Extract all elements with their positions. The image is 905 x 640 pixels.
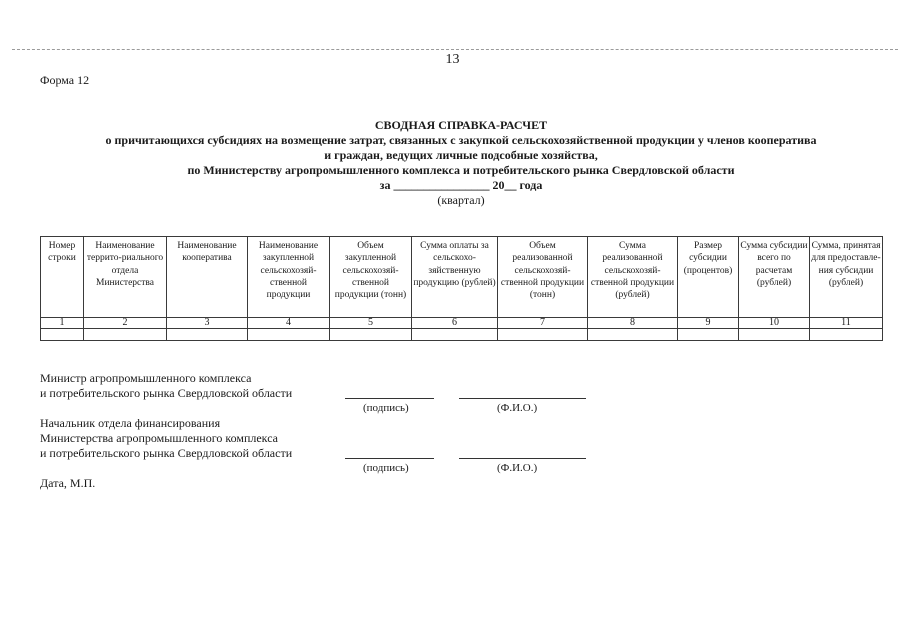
period-line: за ________________ 20__ года <box>379 178 543 192</box>
finance-head-name-caption: (Ф.И.О.) <box>497 462 538 474</box>
minister-signature-caption: (подпись) <box>363 402 409 414</box>
header-cell: Наименование кооператива <box>167 237 248 318</box>
table-header-row <box>41 237 883 318</box>
finance-head-title-line2: Министерства агропромышленного комплекса <box>40 431 279 445</box>
column-number-cell: 9 <box>678 318 739 329</box>
document-subtitle-line3: по Министерству агропромышленного комплекса и потребительского рынка Свердловской области <box>187 163 735 177</box>
empty-cell <box>248 329 330 341</box>
header-cell: Номер строки <box>41 237 84 318</box>
document-subtitle-line1: о причитающихся субсидиях на возмещение затрат, связанных с закупкой сельскохозяйственной продукции у членов кооператива <box>105 133 817 147</box>
minister-name-caption: (Ф.И.О.) <box>497 402 538 414</box>
empty-cell <box>810 329 883 341</box>
page-number: 13 <box>445 52 460 67</box>
header-cell: Сумма оплаты за сельскохо-зяйственную продукцию (рублей) <box>412 237 498 318</box>
header-cell: Наименование закупленной сельскохозяй-ственной продукции <box>248 237 330 318</box>
finance-head-signature-block <box>40 416 292 461</box>
empty-cell <box>167 329 248 341</box>
form-label: Форма 12 <box>40 73 90 87</box>
header-cell: Объем закупленной сельскохозяй-ственной продукции (тонн) <box>330 237 412 318</box>
header-cell: Наименование террито-риального отдела Министерства <box>84 237 167 318</box>
empty-cell <box>739 329 810 341</box>
column-number-cell: 3 <box>167 318 248 329</box>
header-cell: Сумма, принятая для предоставле-ния субсидии (рублей) <box>810 237 883 318</box>
empty-cell <box>330 329 412 341</box>
minister-name-line <box>459 398 586 399</box>
column-number-cell: 10 <box>739 318 810 329</box>
empty-cell <box>588 329 678 341</box>
column-number-cell: 2 <box>84 318 167 329</box>
finance-head-signature-line <box>345 458 434 459</box>
document-title: СВОДНАЯ СПРАВКА-РАСЧЕТ <box>374 118 548 132</box>
page-top-rule <box>12 49 898 50</box>
date-stamp-label: Дата, М.П. <box>40 476 96 490</box>
table-row <box>41 329 883 341</box>
empty-cell <box>41 329 84 341</box>
empty-cell <box>678 329 739 341</box>
finance-head-name-line <box>459 458 586 459</box>
minister-signature-line <box>345 398 434 399</box>
column-number-cell: 7 <box>498 318 588 329</box>
column-number-cell: 4 <box>248 318 330 329</box>
minister-signature-block <box>40 371 292 401</box>
header-cell: Сумма реализованной сельскохозяй-ственной продукции (рублей) <box>588 237 678 318</box>
column-number-cell: 6 <box>412 318 498 329</box>
quarter-note: (квартал) <box>437 193 485 207</box>
column-number-row <box>41 318 883 329</box>
subsidy-table <box>40 236 883 341</box>
document-subtitle-line2: и граждан, ведущих личные подсобные хозяйства, <box>324 148 598 162</box>
column-number-cell: 8 <box>588 318 678 329</box>
minister-title-line1: Министр агропромышленного комплекса <box>40 371 252 385</box>
header-cell: Объем реализованной сельскохозяй-ственной продукции (тонн) <box>498 237 588 318</box>
finance-head-signature-caption: (подпись) <box>363 462 409 474</box>
header-cell: Сумма субсидии всего по расчетам (рублей) <box>739 237 810 318</box>
finance-head-title-line3: и потребительского рынка Свердловской области <box>40 446 293 460</box>
empty-cell <box>412 329 498 341</box>
empty-cell <box>84 329 167 341</box>
document-title-block <box>40 118 882 208</box>
column-number-cell: 11 <box>810 318 883 329</box>
empty-cell <box>498 329 588 341</box>
finance-head-title-line1: Начальник отдела финансирования <box>40 416 221 430</box>
column-number-cell: 1 <box>41 318 84 329</box>
minister-title-line2: и потребительского рынка Свердловской области <box>40 386 293 400</box>
column-number-cell: 5 <box>330 318 412 329</box>
header-cell: Размер субсидии (процентов) <box>678 237 739 318</box>
